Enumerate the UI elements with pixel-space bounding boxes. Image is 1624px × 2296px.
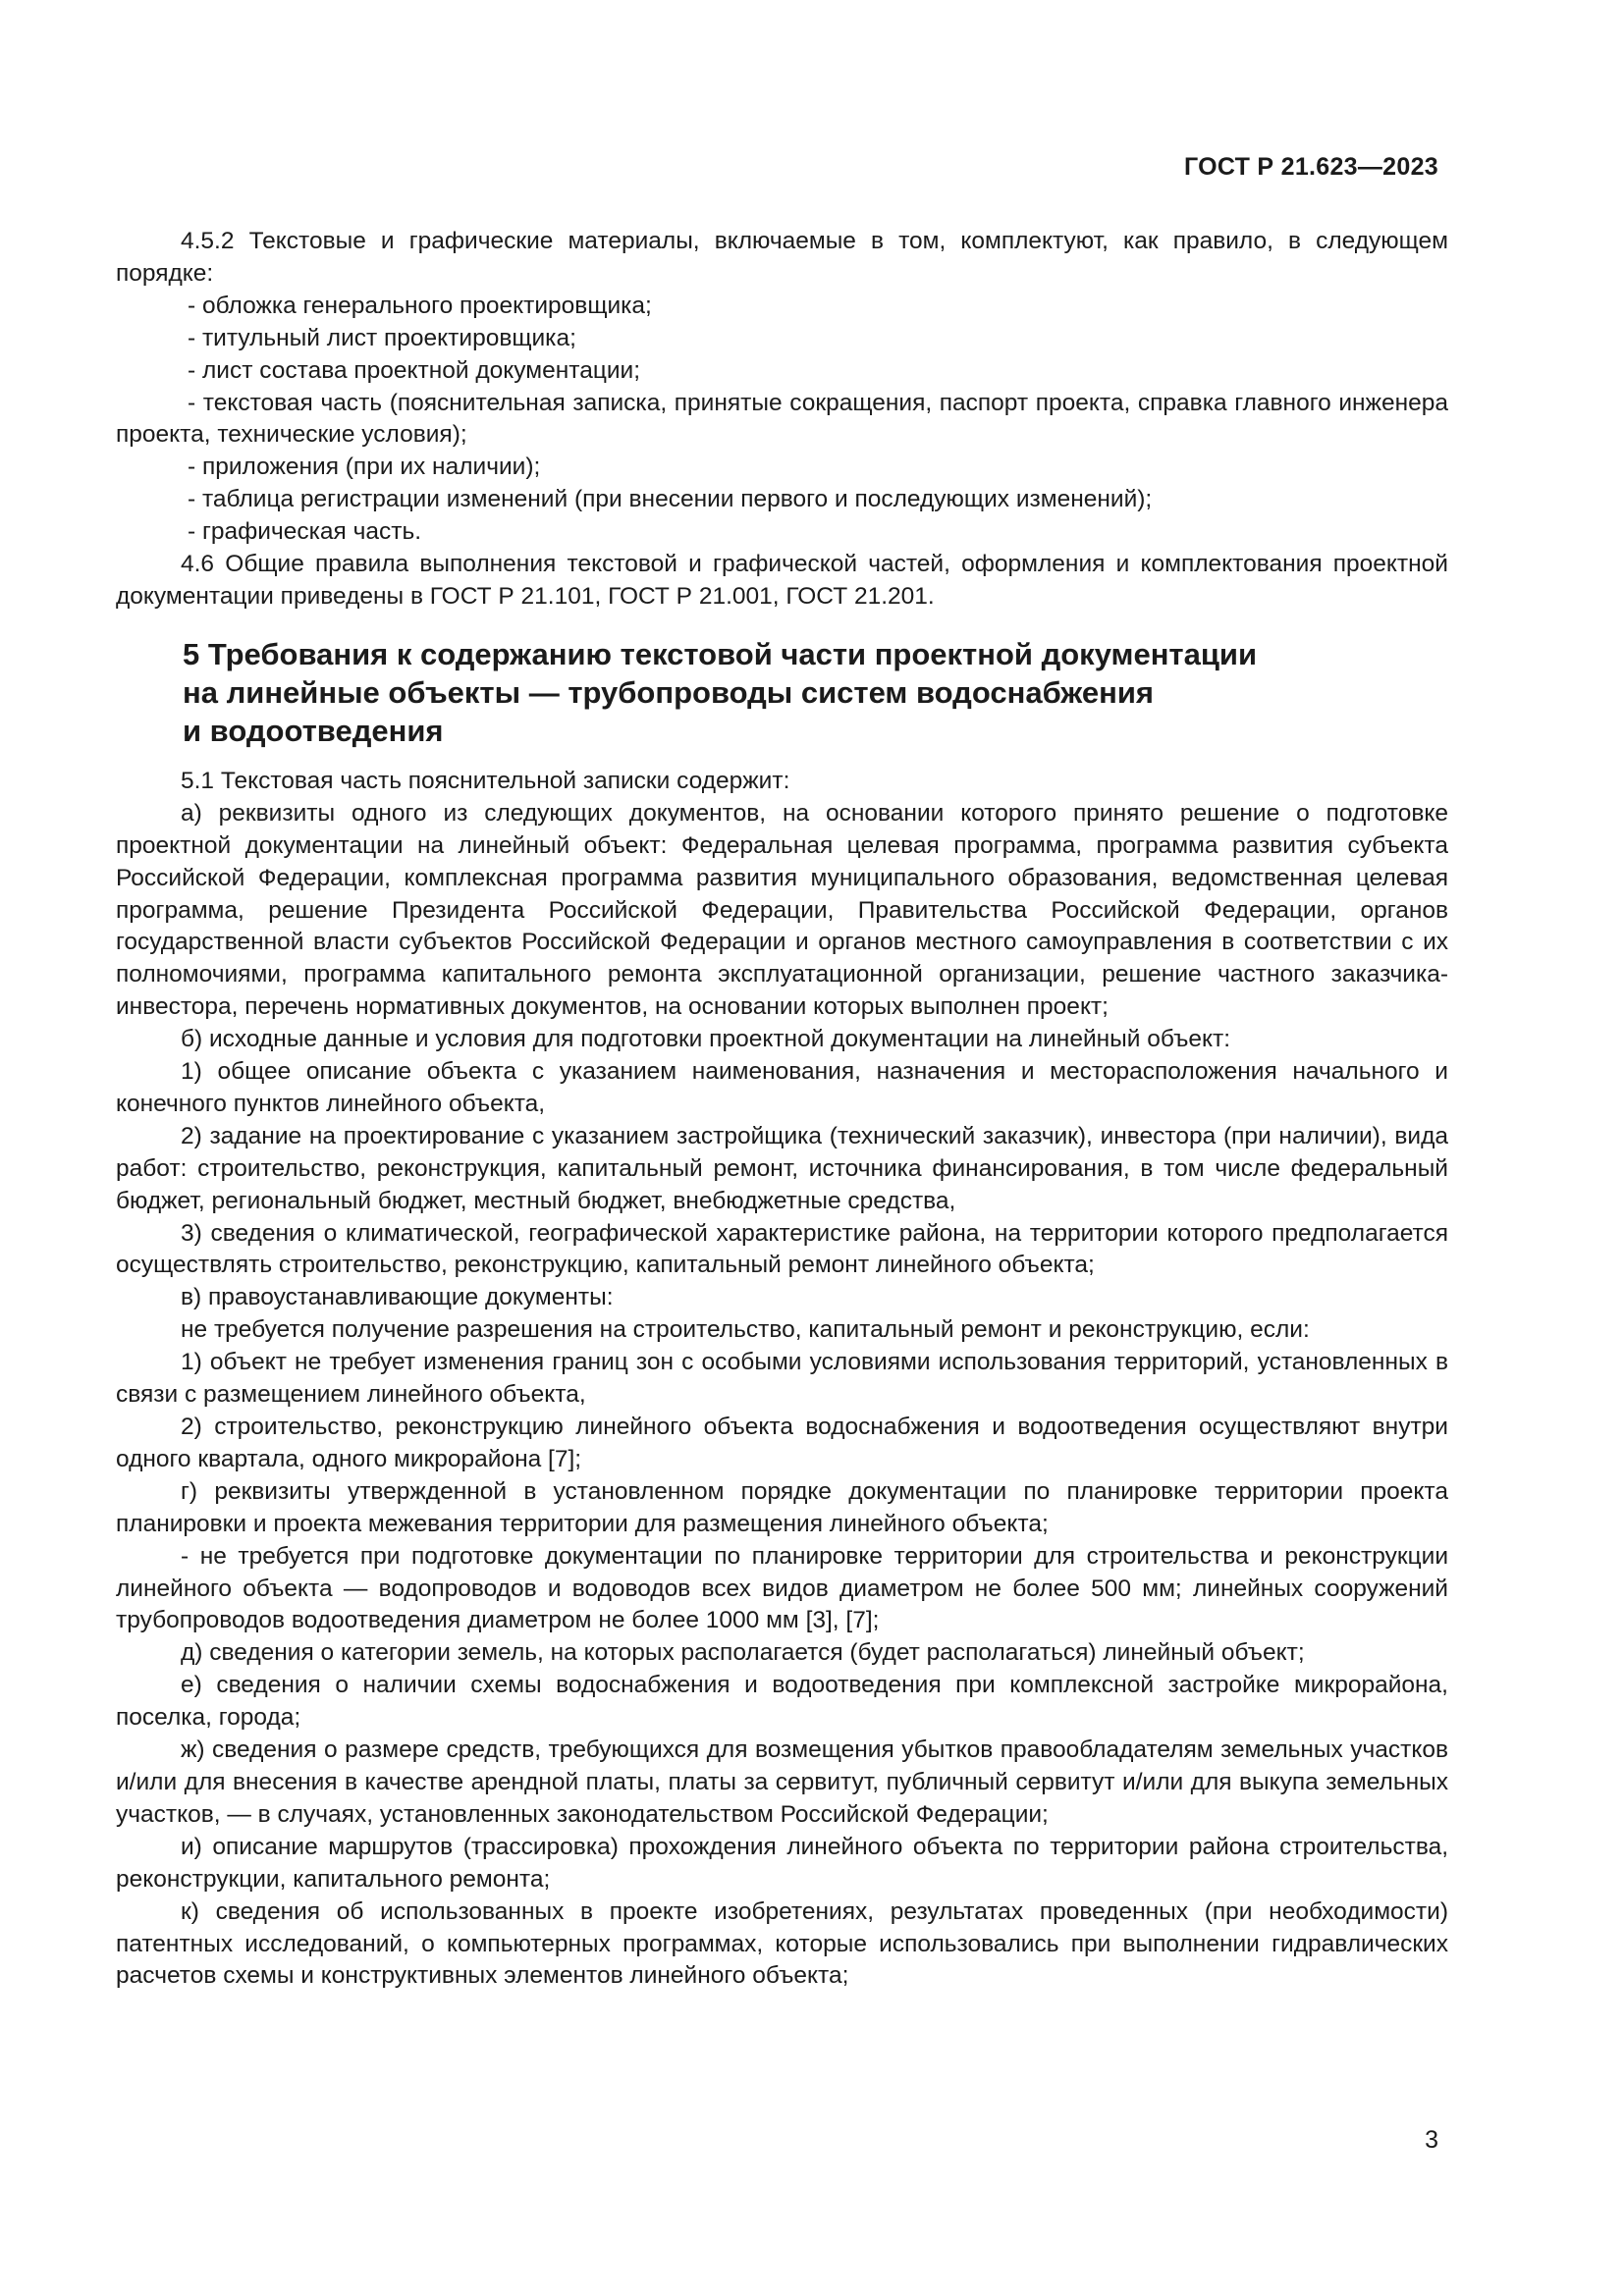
page-number: 3 [1425,2126,1438,2154]
paragraph: 1) объект не требует изменения границ зон с особыми условиями использования территорий, установленных в связи с размещением линейного объекта, [116,1349,1448,1409]
paragraph: - обложка генерального проектировщика; [188,292,652,319]
paragraph: - титульный лист проектировщика; [188,324,576,351]
paragraph: - графическая часть. [188,518,422,546]
paragraph: 2) строительство, реконструкцию линейного объекта водоснабжения и водоотведения осуществляют внутри одного квартала, одного микрорайона [7]; [116,1414,1448,1472]
paragraph: - приложения (при их наличии); [188,454,541,481]
section-heading-line: на линейные объекты — трубопроводы систем водоснабжения [183,674,1154,710]
paragraph: - таблица регистрации изменений (при внесении первого и последующих изменений); [188,486,1153,513]
paragraphs-before-section [116,226,1448,614]
paragraph: 2) задание на проектирование с указанием застройщика (технический заказчик), инвестора (при наличии), вида работ: строительство, реконструкция, капитальный ремонт, источника финансирования, в том числе федеральный бюджет, региональный бюджет, местный бюджет, внебюджетные средства, [116,1122,1448,1214]
paragraph: ж) сведения о размере средств, требующихся для возмещения убытков правообладателям земельных участков и/или для внесения в качестве арендной платы, платы за сервитут, публичный сервитут и/или для выкупа земельных участков, — в случаях, установленных законодательством Российской Федерации; [116,1736,1448,1828]
paragraph: и) описание маршрутов (трассировка) прохождения линейного объекта по территории района строительства, реконструкции, капитального ремонта; [116,1833,1448,1893]
paragraph: в) правоустанавливающие документы: [181,1284,614,1311]
paragraphs-after-section [116,766,1448,1993]
paragraph: - лист состава проектной документации; [188,356,641,384]
section-heading-line: и водоотведения [183,713,444,748]
paragraph: г) реквизиты утвержденной в установленном порядке документации по планировке территории проекта планировки и проекта межевания территории для размещения линейного объекта; [116,1477,1448,1537]
paragraph: б) исходные данные и условия для подготовки проектной документации на линейный объект: [181,1026,1231,1053]
paragraph: к) сведения об использованных в проекте изобретениях, результатах проведенных (при необходимости) патентных исследований, о компьютерных программах, которые использовались при выполнении гидравлических расчетов схемы и конструктивных элементов линейного объекта; [116,1897,1448,1990]
paragraph: 5.1 Текстовая часть пояснительной записки содержит: [181,767,790,794]
paragraph: 4.6 Общие правила выполнения текстовой и графической частей, оформления и комплектования проектной документации приведены в ГОСТ Р 21.101, ГОСТ Р 21.001, ГОСТ 21.201. [116,551,1448,610]
paragraph: 1) общее описание объекта с указанием наименования, назначения и месторасположения начального и конечного пунктов линейного объекта, [116,1058,1448,1117]
paragraph: - не требуется при подготовке документации по планировке территории для строительства и реконструкции линейного объекта — водопроводов и водоводов всех видов диаметром не более 500 мм; линейных сооружений трубопроводов водоотведения диаметром не более 1000 мм [3], [7]; [116,1542,1448,1634]
document-code-header: ГОСТ Р 21.623—2023 [1183,153,1438,181]
paragraph: - текстовая часть (пояснительная записка, принятые сокращения, паспорт проекта, справка главного инженера проекта, технические условия); [116,389,1448,449]
paragraph: е) сведения о наличии схемы водоснабжения и водоотведения при комплексной застройке микрорайона, поселка, города; [116,1672,1448,1732]
section-5-heading [116,635,1448,750]
paragraph: 3) сведения о климатической, географической характеристике района, на территории которого предполагается осуществлять строительство, реконструкцию, капитальный ремонт линейного объекта; [116,1219,1448,1279]
section-heading-line: 5 Требования к содержанию текстовой части проектной документации [183,636,1258,671]
paragraph: а) реквизиты одного из следующих документов, на основании которого принято решение о подготовке проектной документации на линейный объект: Федеральная целевая программа, программа развития субъекта Российской Федерации, комплексная программа развития муниципального образования, ведомственная целевая программа, решение Президента Российской Федерации, Правительства Российской Федерации, органов государственной власти субъектов Российской Федерации и органов местного самоуправления в соответствии с их полномочиями, программа капитального ремонта эксплуатационной организации, решение частного заказчика-инвестора, перечень нормативных документов, на основании которых выполнен проект; [116,799,1448,1021]
paragraph: не требуется получение разрешения на строительство, капитальный ремонт и реконструкцию, если: [181,1316,1310,1344]
document-body [116,226,1448,1993]
paragraph: д) сведения о категории земель, на которых располагается (будет располагаться) линейный объект; [181,1639,1305,1667]
paragraph: 4.5.2 Текстовые и графические материалы, включаемые в том, комплектуют, как правило, в следующем порядке: [116,228,1448,287]
